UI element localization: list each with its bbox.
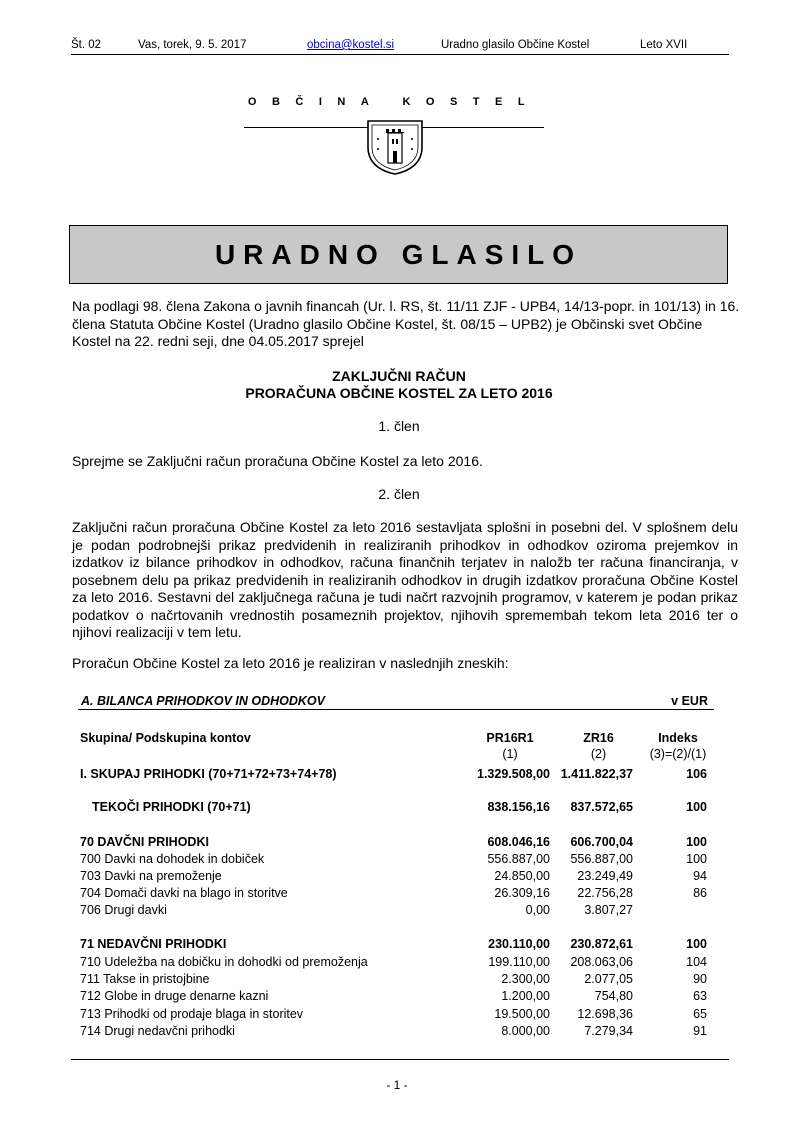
value-pr16r1: 1.200,00 bbox=[501, 989, 550, 1003]
value-index: 91 bbox=[693, 1024, 707, 1038]
row-label: 714 Drugi nedavčni prihodki bbox=[80, 1024, 235, 1038]
value-zr16: 3.807,27 bbox=[584, 903, 633, 917]
value-zr16: 12.698,36 bbox=[577, 1007, 633, 1021]
column-title: PR16R1 bbox=[486, 731, 534, 745]
value-pr16r1: 556.887,00 bbox=[487, 852, 550, 866]
value-pr16r1: 838.156,16 bbox=[487, 800, 550, 814]
value-pr16r1: 608.046,16 bbox=[487, 835, 550, 849]
row-label: 711 Takse in pristojbine bbox=[80, 972, 210, 986]
value-index: 65 bbox=[693, 1007, 707, 1021]
row-label: TEKOČI PRIHODKI (70+71) bbox=[92, 800, 251, 814]
value-index: 90 bbox=[693, 972, 707, 986]
table-row bbox=[80, 1024, 710, 1040]
value-zr16: 208.063,06 bbox=[570, 955, 633, 969]
value-index: 104 bbox=[686, 955, 707, 969]
value-zr16: 22.756,28 bbox=[577, 886, 633, 900]
section-title: A. BILANCA PRIHODKOV IN ODHODKOV bbox=[81, 694, 325, 708]
table-row bbox=[80, 886, 710, 902]
publication-name: Uradno glasilo Občine Kostel bbox=[441, 39, 590, 51]
table-row bbox=[80, 852, 710, 868]
row-label: 703 Davki na premoženje bbox=[80, 869, 222, 883]
value-zr16: 2.077,05 bbox=[584, 972, 633, 986]
value-pr16r1: 26.309,16 bbox=[494, 886, 550, 900]
page-header bbox=[71, 38, 729, 55]
issue-number: Št. 02 bbox=[71, 39, 102, 51]
value-zr16: 606.700,04 bbox=[570, 835, 633, 849]
table-row bbox=[80, 989, 710, 1005]
gazette-title: URADNO GLASILO bbox=[69, 225, 728, 284]
coat-of-arms-icon bbox=[364, 119, 426, 175]
value-pr16r1: 230.110,00 bbox=[488, 937, 550, 951]
row-label: 71 NEDAVČNI PRIHODKI bbox=[80, 937, 227, 951]
value-zr16: 837.572,65 bbox=[570, 800, 633, 814]
column-title: Indeks bbox=[658, 731, 698, 745]
column-header-pr16r1 bbox=[470, 730, 550, 762]
row-label: 712 Globe in druge denarne kazni bbox=[80, 989, 269, 1003]
doc-title-line-1: ZAKLJUČNI RAČUN bbox=[332, 368, 466, 384]
value-pr16r1: 1.329.508,00 bbox=[477, 767, 550, 781]
row-label: 704 Domači davki na blago in storitve bbox=[80, 886, 288, 900]
intro-paragraph: Na podlagi 98. člena Zakona o javnih financah (Ur. l. RS, št. 11/11 ZJF - UPB4, 14/13-popr. in 101/13) in 16. člena Statuta Občine Kostel (Uradno glasilo Občine Kostel, št. 08/15 – UPB2) je Občinski svet Občine Kostel na 22. redni seji, dne 04.05.2017 sprejel bbox=[72, 298, 740, 349]
table-row bbox=[80, 937, 710, 953]
value-pr16r1: 2.300,00 bbox=[501, 972, 550, 986]
article-2-heading: 2. člen bbox=[378, 486, 420, 502]
row-label: 710 Udeležba na dobičku in dohodki od premoženja bbox=[80, 955, 368, 969]
column-header-zr16 bbox=[560, 730, 637, 762]
column-subtitle: (3)=(2)/(1) bbox=[649, 747, 707, 761]
table-section-heading bbox=[78, 694, 714, 710]
table-row bbox=[80, 955, 710, 971]
footer-divider bbox=[71, 1059, 729, 1060]
row-label: 706 Drugi davki bbox=[80, 903, 167, 917]
article-2-text: Zaključni račun proračuna Občine Kostel za leto 2016 sestavljata splošni in posebni del. V splošnem delu je podan podrobnejši prikaz predvidenih in realiziranih prihodkov in odhodkov oziroma prejemkov in izdatkov iz bilance prihodkov in odhodkov, računa finančnih terjatev in naložb ter računa financiranja, v posebnem delu pa prikaz predvidenih in realiziranih odhodkov in drugih izdatkov proračuna Občine Kostel za leto 2016. Sestavni del zaključnega računa je tudi načrt razvojnih programov, v katerem je podan prikaz podatkov o načrtovanih vrednostih posameznih projektov, njihovih spremembah tekom leta 2016 ter o njihovi realizaciji v tem letu. bbox=[72, 519, 738, 640]
value-pr16r1: 24.850,00 bbox=[494, 869, 550, 883]
column-subtitle: (1) bbox=[502, 747, 518, 761]
email-link[interactable]: obcina@kostel.si bbox=[307, 39, 395, 51]
value-zr16: 1.411.822,37 bbox=[560, 767, 633, 781]
row-label: 713 Prihodki od prodaje blaga in storitev bbox=[80, 1007, 304, 1021]
column-header-group: Skupina/ Podskupina kontov bbox=[80, 731, 251, 745]
value-zr16: 23.249,49 bbox=[577, 869, 633, 883]
year-volume: Leto XVII bbox=[640, 39, 688, 51]
value-index: 86 bbox=[693, 886, 707, 900]
value-pr16r1: 19.500,00 bbox=[494, 1007, 550, 1021]
value-zr16: 7.279,34 bbox=[584, 1024, 633, 1038]
article-1-text: Sprejme se Zaključni račun proračuna Občine Kostel za leto 2016. bbox=[72, 453, 483, 469]
column-subtitle: (2) bbox=[590, 747, 607, 761]
row-label: I. SKUPAJ PRIHODKI (70+71+72+73+74+78) bbox=[80, 767, 337, 781]
column-header-index bbox=[640, 730, 716, 762]
value-pr16r1: 0,00 bbox=[525, 903, 550, 917]
article-2-text-2: Proračun Občine Kostel za leto 2016 je realiziran v naslednjih zneskih: bbox=[72, 655, 509, 671]
row-label: 700 Davki na dohodek in dobiček bbox=[80, 852, 265, 866]
currency-unit: v EUR bbox=[671, 694, 708, 708]
value-index: 100 bbox=[686, 835, 707, 849]
value-pr16r1: 199.110,00 bbox=[488, 955, 550, 969]
value-index: 100 bbox=[686, 937, 707, 951]
value-index: 63 bbox=[693, 989, 707, 1003]
doc-title-line-2: PRORAČUNA OBČINE KOSTEL ZA LETO 2016 bbox=[245, 385, 553, 401]
value-index: 94 bbox=[693, 869, 707, 883]
article-1-heading: 1. člen bbox=[378, 418, 420, 434]
value-index: 100 bbox=[686, 800, 707, 814]
table-row bbox=[80, 767, 710, 783]
value-index: 106 bbox=[686, 767, 707, 781]
table-row bbox=[80, 1007, 710, 1023]
place-date: Vas, torek, 9. 5. 2017 bbox=[138, 39, 247, 51]
value-zr16: 230.872,61 bbox=[570, 937, 633, 951]
municipality-name: OBČINA KOSTEL bbox=[247, 96, 541, 108]
value-pr16r1: 8.000,00 bbox=[501, 1024, 550, 1038]
table-row bbox=[80, 903, 710, 919]
value-index: 100 bbox=[686, 852, 707, 866]
table-row bbox=[80, 869, 710, 885]
row-label: 70 DAVČNI PRIHODKI bbox=[80, 835, 209, 849]
page-number: - 1 - bbox=[386, 1078, 408, 1092]
table-row bbox=[80, 972, 710, 988]
value-zr16: 754,80 bbox=[594, 989, 633, 1003]
value-zr16: 556.887,00 bbox=[570, 852, 633, 866]
column-title: ZR16 bbox=[583, 731, 614, 745]
table-row bbox=[80, 800, 710, 816]
table-row bbox=[80, 835, 710, 851]
